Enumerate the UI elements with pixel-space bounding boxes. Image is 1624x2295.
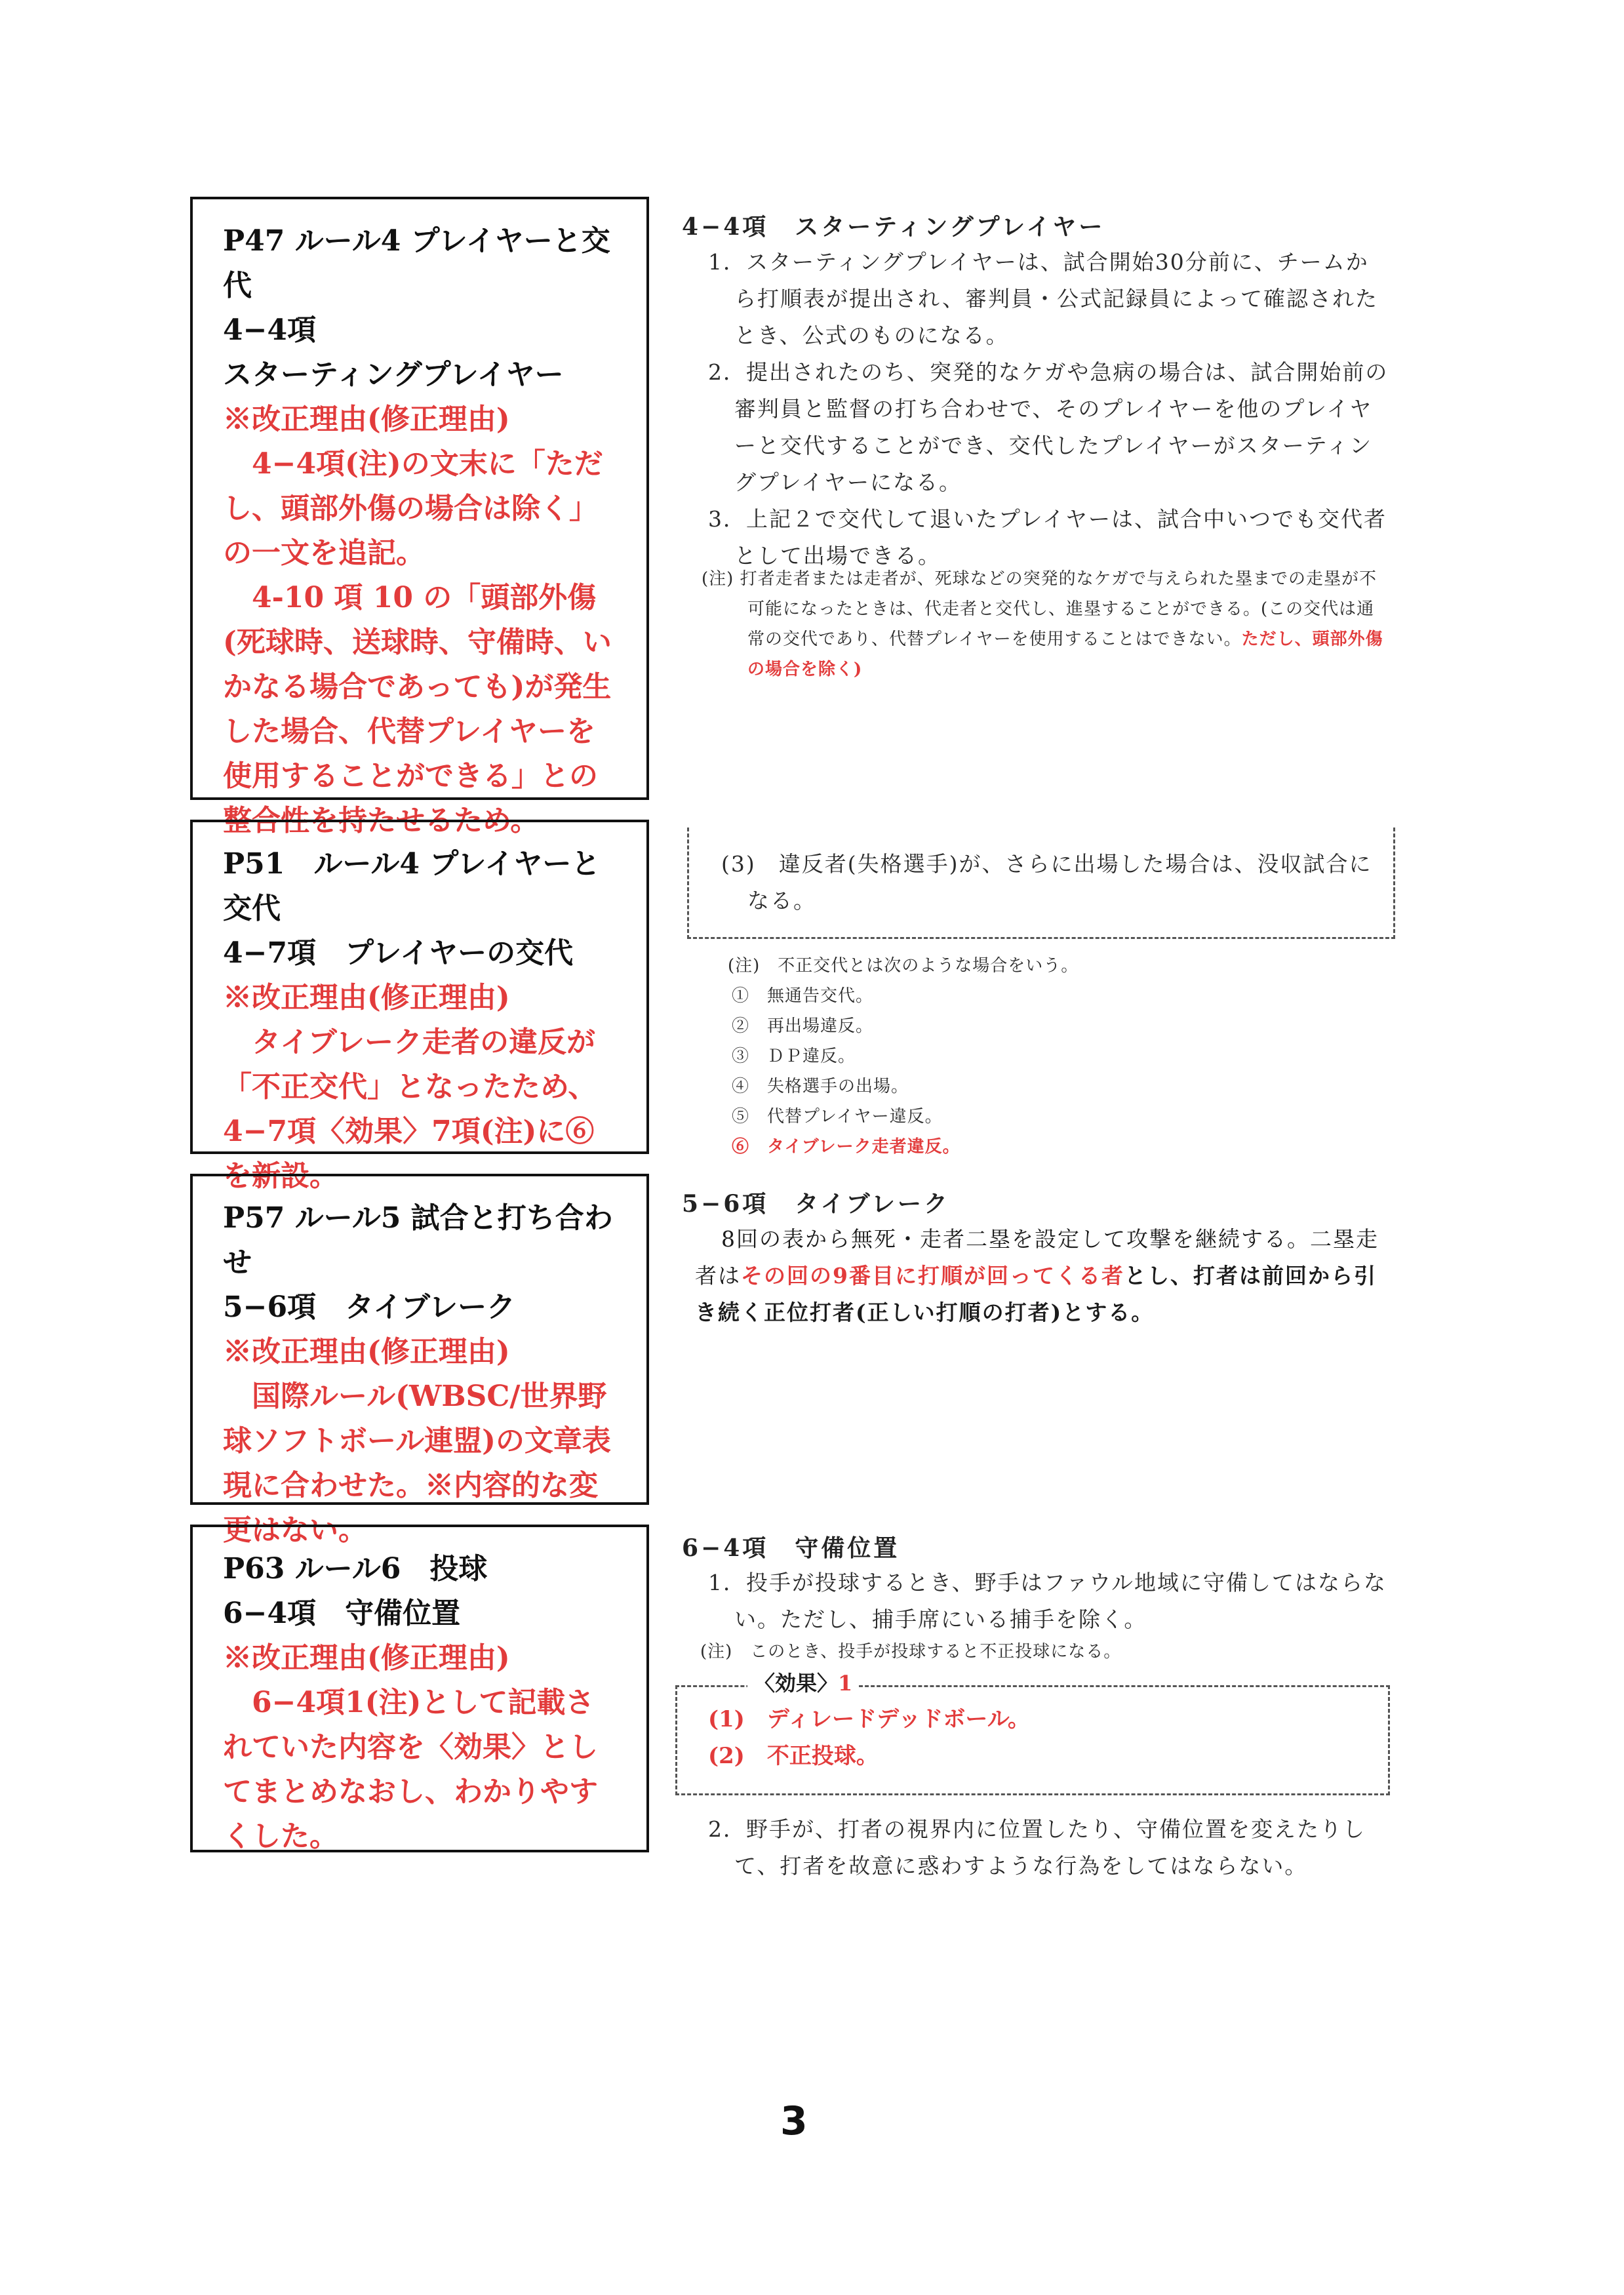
amendment-box-5-6 — [190, 1174, 649, 1547]
amendment-box-4-4 — [190, 197, 649, 837]
page-number: 3 — [780, 2098, 808, 2144]
note-4-4 — [695, 564, 1390, 685]
effect-list — [708, 1701, 1030, 1774]
reason-text: 国際ルール(WBSC/世界野球ソフトボール連盟)の文章表現に合わせた。※内容的な変更はない。 — [223, 1380, 611, 1547]
box-section: 4−4項 — [223, 313, 317, 347]
rule-item-1: 1．スターティングプレイヤーは、試合開始30分前に、チームから打順表が提出され、審判員・公式記録員によって確認されたとき、公式のものになる。 — [708, 249, 1378, 348]
reason-text: タイブレーク走者の違反が「不正交代」となったため、4−7項〈効果〉7項(注)に⑥を新設。 — [223, 1026, 597, 1193]
list-item: ② 再出場違反。 — [732, 1016, 874, 1036]
rule-item-2: 2．提出されたのち、突発的なケガや急病の場合は、試合開始前の審判員と監督の打ち合わせで、そのプレイヤーを他のプレイヤーと交代することができ、交代したプレイヤーがスターティングプレイヤーになる。 — [708, 359, 1389, 495]
section-body-5-6: 8回の表から無死・走者二塁を設定して攻撃を継続する。二塁走者はその回の9番目に打順が回ってくる者とし、打者は前回から引き続く正位打者(正しい打順の打者)とする。 — [695, 1226, 1379, 1325]
reason-text-2: 4-10 項 10 の「頭部外傷(死球時、送球時、守備時、いかなる場合であっても)が発生した場合、代替プレイヤーを使用することができる」との整合性を持たせるため。 — [223, 581, 612, 837]
tiebreak-runner-rule: その回の9番目に打順が回ってくる者 — [741, 1263, 1124, 1288]
box-title: P57 ルール5 試合と打ち合わせ — [223, 1201, 613, 1279]
list-item: ⑤ 代替プレイヤー違反。 — [732, 1107, 943, 1127]
section-title-6-4: 6−4項 守備位置 — [682, 1534, 900, 1562]
box-title: P51 ルール4 プレイヤーと交代 — [223, 847, 601, 925]
rule-item-2: 2．野手が、打者の視界内に位置したり、守備位置を変えたりして、打者を故意に惑わすような行為をしてはならない。 — [708, 1816, 1366, 1879]
box-section: 4−7項 プレイヤーの交代 — [223, 936, 574, 970]
violation-item-3: (3) 違反者(失格選手)が、さらに出場した場合は、没収試合になる。 — [721, 851, 1372, 913]
amendment-box-4-7 — [190, 820, 649, 1193]
box-title: P63 ルール6 投球 — [223, 1552, 488, 1586]
reason-label: ※改正理由(修正理由) — [223, 403, 510, 436]
reason-label: ※改正理由(修正理由) — [223, 1335, 510, 1368]
box-heading: スターティングプレイヤー — [223, 358, 564, 391]
box-section: 5−6項 タイブレーク — [223, 1290, 516, 1324]
list-item: ③ ＤＰ違反。 — [732, 1047, 856, 1066]
box-title: P47 ルール4 プレイヤーと交代 — [223, 224, 610, 302]
note-amendment: ただし、頭部外傷の場合を除く) — [747, 629, 1383, 679]
amendment-box-6-4 — [190, 1525, 649, 1852]
illegal-substitution-list — [728, 981, 1318, 1162]
note-intro: (注) 不正交代とは次のような場合をいう。 — [728, 956, 1079, 976]
reason-text: 6−4項1(注)として記載されていた内容を〈効果〉としてまとめなおし、わかりやすくした。 — [223, 1686, 598, 1853]
effect-heading: 〈効果〉1 — [747, 1667, 859, 1697]
note-label: (注) — [702, 569, 734, 589]
list-item-new: ⑥ タイブレーク走者違反。 — [732, 1137, 961, 1157]
note-text: 打者走者または走者が、死球などの突発的なケガで与えられた塁までの走塁が不可能になったときは、代走者と交代し、進塁することができる。(この交代は通常の交代であり、代替プレイヤーを使用することはできない。 — [740, 569, 1377, 649]
list-item: ① 無通告交代。 — [732, 986, 874, 1006]
section-body-6-4 — [695, 1565, 1390, 1638]
rule-item-1: 1．投手が投球するとき、野手はファウル地域に守備してはならない。ただし、捕手席にいる捕手を除く。 — [708, 1570, 1387, 1632]
rule-item-2-block — [695, 1811, 1390, 1885]
section-body-4-4 — [695, 244, 1390, 574]
section-title-4-4: 4−4項 スターティングプレイヤー — [682, 213, 1105, 241]
box-section: 6−4項 守備位置 — [223, 1597, 461, 1630]
note-6-4: (注) このとき、投手が投球すると不正投球になる。 — [700, 1642, 1122, 1662]
reason-text: 4−4項(注)の文末に「ただし、頭部外傷の場合は除く」の一文を追記。 — [223, 447, 603, 570]
rule-item-3: 3．上記２で交代して退いたプレイヤーは、試合中いつでも交代者として出場できる。 — [708, 506, 1387, 569]
illegal-substitution-note — [728, 951, 1318, 1162]
reason-label: ※改正理由(修正理由) — [223, 981, 510, 1014]
section-title-5-6: 5−6項 タイブレーク — [682, 1190, 951, 1218]
reason-label: ※改正理由(修正理由) — [223, 1641, 510, 1675]
effect-item: (1) ディレードデッドボール。 — [708, 1706, 1031, 1732]
effect-item: (2) 不正投球。 — [708, 1743, 879, 1769]
list-item: ④ 失格選手の出場。 — [732, 1077, 909, 1096]
